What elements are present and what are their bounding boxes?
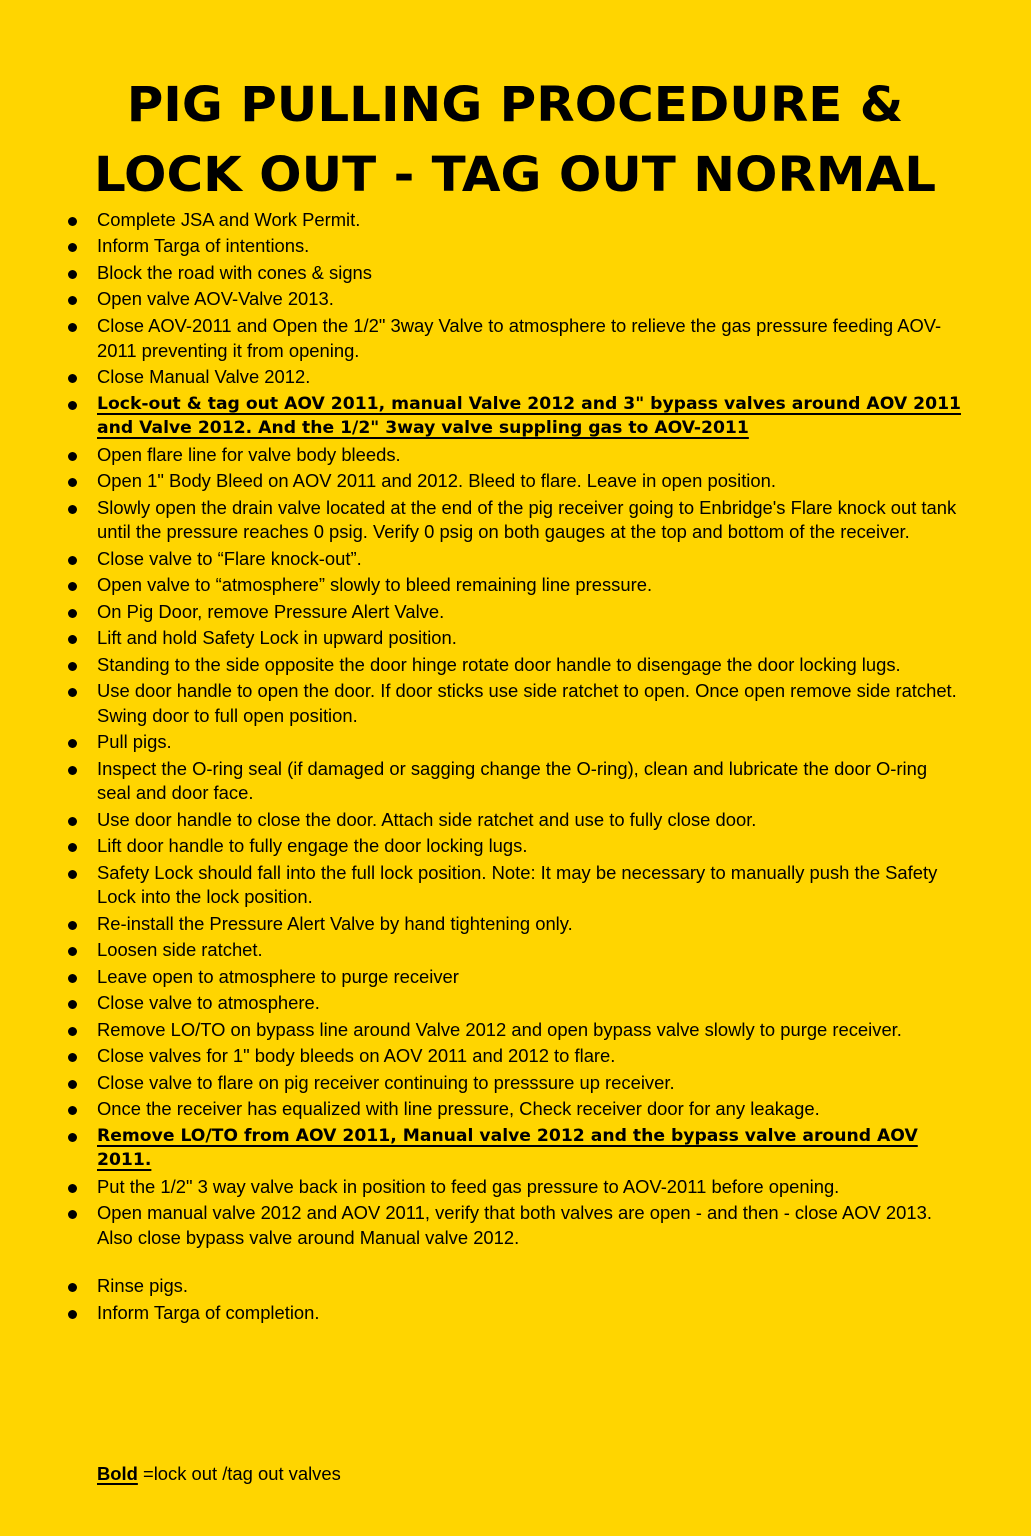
procedure-step <box>64 469 964 494</box>
page-title <box>21 70 1009 210</box>
procedure-step <box>64 314 964 363</box>
step-text: Open valve to “atmosphere” slowly to bleed remaining line pressure. <box>97 574 653 596</box>
bullet-icon <box>68 323 77 332</box>
procedure-step <box>64 287 964 312</box>
list-spacer <box>64 1252 964 1274</box>
step-text: Leave open to atmosphere to purge receiver <box>97 965 459 987</box>
bullet-icon <box>68 1184 77 1193</box>
procedure-step <box>64 1274 964 1299</box>
step-text: Open 1" Body Bleed on AOV 2011 and 2012. Bleed to flare. Leave in open position. <box>97 470 776 492</box>
bullet-icon <box>68 739 77 748</box>
bullet-icon <box>68 817 77 826</box>
procedure-steps-list <box>64 208 964 1327</box>
step-text: Put the 1/2" 3 way valve back in position to feed gas pressure to AOV-2011 before opening. <box>97 1175 840 1197</box>
bullet-icon <box>68 947 77 956</box>
bullet-icon <box>68 843 77 852</box>
step-text: Remove LO/TO on bypass line around Valve 2012 and open bypass valve slowly to purge receiver. <box>97 1018 902 1040</box>
procedure-step <box>64 808 964 833</box>
bullet-icon <box>68 556 77 565</box>
bullet-icon <box>68 766 77 775</box>
bullet-icon <box>68 1210 77 1219</box>
procedure-step <box>64 1044 964 1069</box>
step-text: Close AOV-2011 and Open the 1/2" 3way Valve to atmosphere to relieve the gas pressure feeding AOV-2011 preventing it from opening. <box>97 314 942 361</box>
bullet-icon <box>68 1283 77 1292</box>
bullet-icon <box>68 1310 77 1319</box>
step-text: Open valve AOV-Valve 2013. <box>97 288 334 310</box>
step-text: Block the road with cones & signs <box>97 261 372 283</box>
bullet-icon <box>68 401 77 410</box>
procedure-step <box>64 834 964 859</box>
bullet-icon <box>68 296 77 305</box>
procedure-step <box>64 208 964 233</box>
procedure-step <box>64 600 964 625</box>
procedure-step <box>64 965 964 990</box>
bullet-icon <box>68 1027 77 1036</box>
bullet-icon <box>68 582 77 591</box>
procedure-step <box>64 1097 964 1122</box>
procedure-step <box>64 496 964 545</box>
procedure-step <box>64 861 964 910</box>
step-text: Open flare line for valve body bleeds. <box>97 443 401 465</box>
bullet-icon <box>68 1106 77 1115</box>
bullet-icon <box>68 452 77 461</box>
bullet-icon <box>68 505 77 514</box>
bullet-icon <box>68 662 77 671</box>
step-text: Re-install the Pressure Alert Valve by hand tightening only. <box>97 912 573 934</box>
bullet-icon <box>68 270 77 279</box>
legend <box>97 1462 341 1486</box>
step-text: Use door handle to open the door. If door sticks use side ratchet to open. Once open remove side ratchet. Swing door to full open position. <box>97 680 957 726</box>
procedure-step <box>64 1018 964 1043</box>
step-text: Inform Targa of intentions. <box>97 235 310 257</box>
procedure-step <box>64 443 964 468</box>
procedure-step <box>64 912 964 937</box>
bullet-icon <box>68 870 77 879</box>
step-text: Remove LO/TO from AOV 2011, Manual valve 2012 and the bypass valve around AOV 2011. <box>97 1125 918 1171</box>
procedure-step <box>64 938 964 963</box>
step-text: Close valve to atmosphere. <box>97 992 320 1014</box>
step-text: Once the receiver has equalized with line pressure, Check receiver door for any leakage. <box>97 1098 820 1120</box>
legend-text: =lock out /tag out valves <box>137 1463 341 1484</box>
procedure-step <box>64 365 964 390</box>
step-text: Complete JSA and Work Permit. <box>97 209 361 230</box>
title-line-2: LOCK OUT - TAG OUT NORMAL <box>93 147 937 203</box>
procedure-step <box>64 1301 964 1326</box>
bullet-icon <box>68 478 77 487</box>
procedure-step <box>64 1201 964 1250</box>
bullet-icon <box>68 974 77 983</box>
step-text: Close valves for 1" body bleeds on AOV 2011 and 2012 to flare. <box>97 1045 616 1067</box>
legend-key: Bold <box>97 1463 138 1484</box>
title-line-1: PIG PULLING PROCEDURE & <box>126 77 904 133</box>
step-text: Slowly open the drain valve located at the end of the pig receiver going to Enbridge's Flare knock out tank until the pressure reaches 0 psig. Verify 0 psig on both gauges at the top and bottom of the receiver. <box>97 496 957 543</box>
step-text: Close Manual Valve 2012. <box>97 366 311 388</box>
bullet-icon <box>68 688 77 697</box>
bullet-icon <box>68 217 77 226</box>
procedure-step <box>64 261 964 286</box>
procedure-step <box>64 234 964 259</box>
procedure-step <box>64 653 964 678</box>
procedure-step <box>64 730 964 755</box>
step-text: Inspect the O-ring seal (if damaged or sagging change the O-ring), clean and lubricate the door O-ring seal and door face. <box>97 757 928 804</box>
step-text: Lift door handle to fully engage the door locking lugs. <box>97 835 528 857</box>
step-text: Lock-out & tag out AOV 2011, manual Valve 2012 and 3" bypass valves around AOV 2011 and Valve 2012. And the 1/2" 3way valve suppling gas to AOV-2011 <box>97 393 961 439</box>
procedure-step-lockout <box>64 1124 964 1173</box>
step-text: Pull pigs. <box>97 731 172 753</box>
step-text: Close valve to “Flare knock-out”. <box>97 547 362 569</box>
procedure-step <box>64 626 964 651</box>
bullet-icon <box>68 921 77 930</box>
procedure-step <box>64 1071 964 1096</box>
step-text: Lift and hold Safety Lock in upward position. <box>97 627 457 649</box>
procedure-step <box>64 573 964 598</box>
step-text: Open manual valve 2012 and AOV 2011, verify that both valves are open - and then - close AOV 2013. Also close bypass valve around Manual valve 2012. <box>97 1202 932 1248</box>
step-text: Safety Lock should fall into the full lock position. Note: It may be necessary to manually push the Safety Lock into the lock position. <box>97 861 938 908</box>
bullet-icon <box>68 609 77 618</box>
bullet-icon <box>68 635 77 644</box>
step-text: Inform Targa of completion. <box>97 1301 320 1323</box>
procedure-step <box>64 679 964 728</box>
bullet-icon <box>68 374 77 383</box>
step-text: Loosen side ratchet. <box>97 939 263 961</box>
step-text: Use door handle to close the door. Attach side ratchet and use to fully close door. <box>97 808 757 830</box>
procedure-step <box>64 757 964 806</box>
procedure-step <box>64 1175 964 1200</box>
procedure-step <box>64 991 964 1016</box>
bullet-icon <box>68 1133 77 1142</box>
step-text: Standing to the side opposite the door hinge rotate door handle to disengage the door locking lugs. <box>97 653 901 675</box>
bullet-icon <box>68 1080 77 1089</box>
step-text: On Pig Door, remove Pressure Alert Valve. <box>97 600 445 622</box>
procedure-step <box>64 547 964 572</box>
step-text: Close valve to flare on pig receiver continuing to presssure up receiver. <box>97 1071 675 1093</box>
step-text: Rinse pigs. <box>97 1275 188 1297</box>
bullet-icon <box>68 1000 77 1009</box>
procedure-step-lockout <box>64 392 964 441</box>
bullet-icon <box>68 1053 77 1062</box>
bullet-icon <box>68 243 77 252</box>
